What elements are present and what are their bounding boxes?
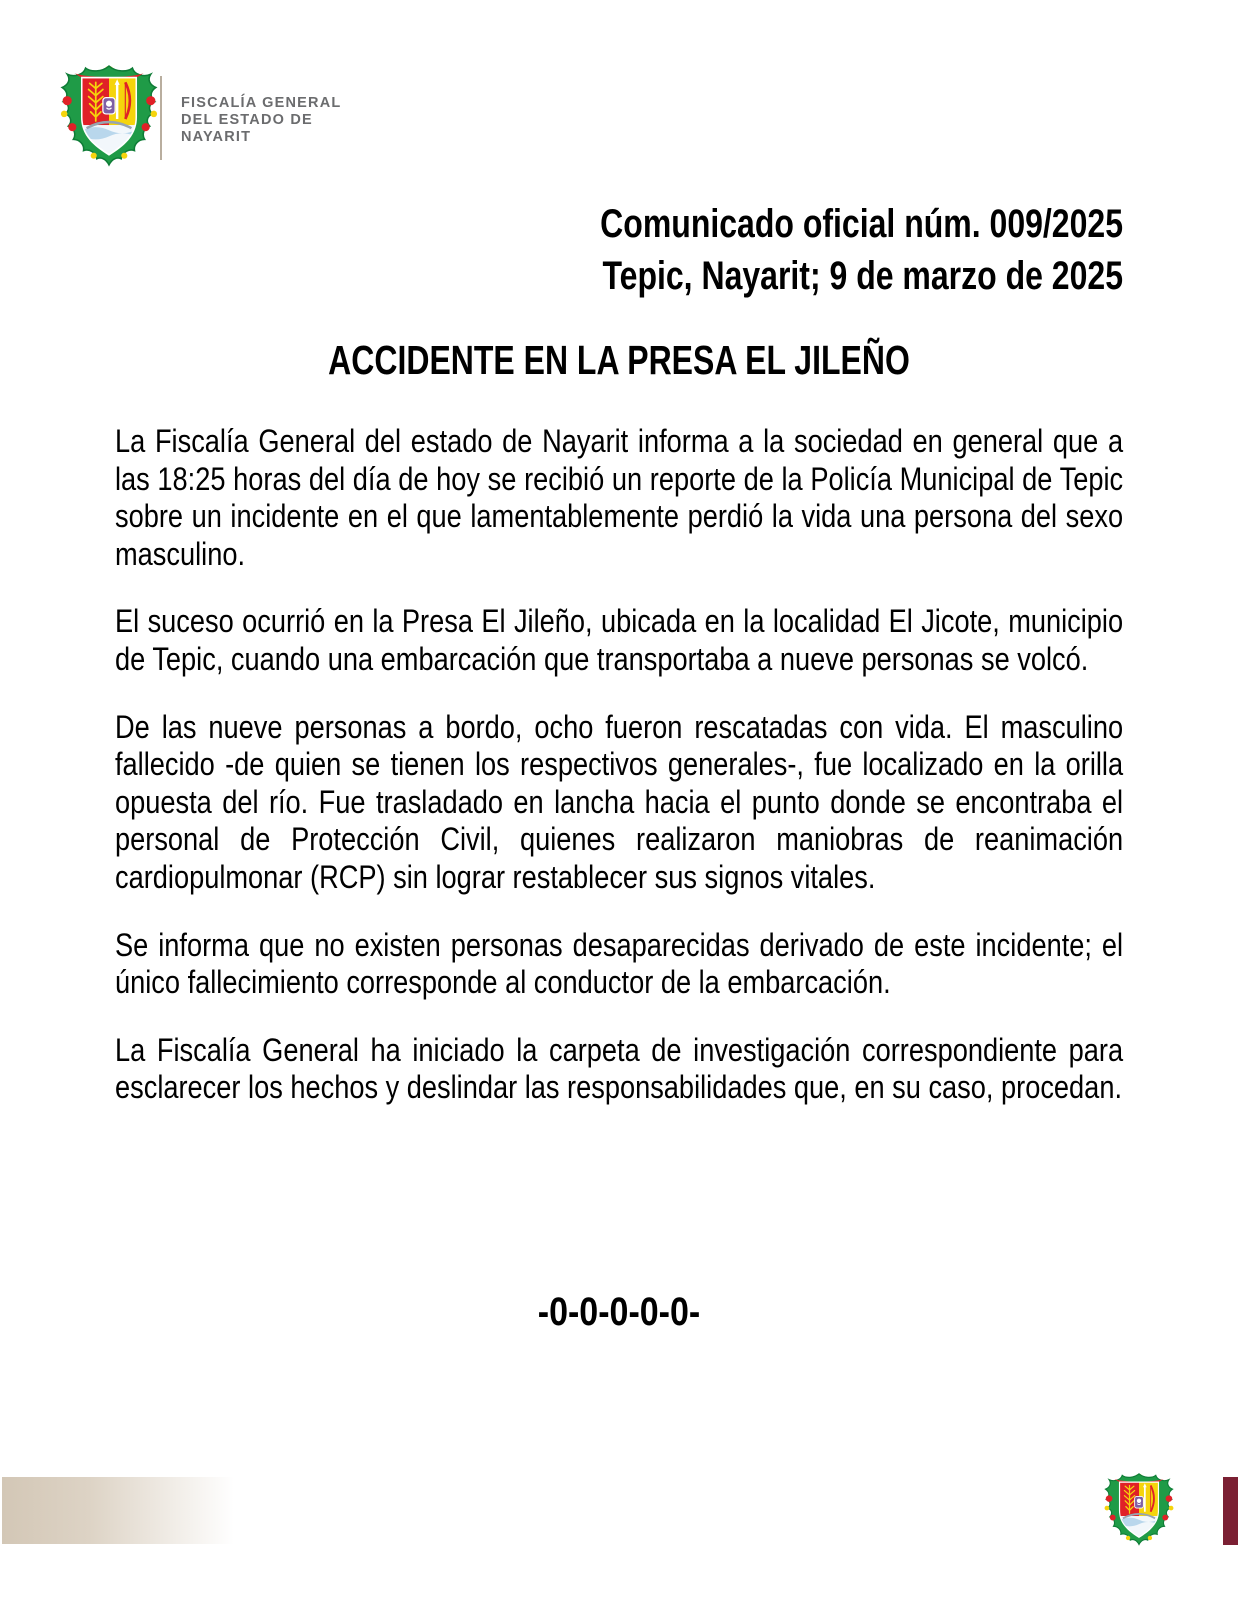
body-paragraph-4: Se informa que no existen personas desaparecidas derivado de este incidente; el único fallecimiento corresponde al conductor de la embarcación. [115,926,1124,1001]
end-separator: -0-0-0-0-0- [537,1290,701,1334]
nayarit-coat-of-arms-icon-footer [1104,1472,1174,1550]
body-paragraph-3: De las nueve personas a bordo, ocho fueron rescatadas con vida. El masculino fallecido -de quien se tienen los respectivos generales-, fue localizado en la orilla opuesta del río. Fue trasladado en lancha hacia el punto donde se encontraba el personal de Protección Civil, quienes realizaron maniobras de reanimación cardiopulmonar (RCP) sin lograr restablecer sus signos vitales. [115,708,1124,895]
organization-name [181,95,341,146]
organization-name-line1: FISCALÍA GENERAL [181,95,342,111]
document-heading [115,200,1123,300]
logo-divider [160,76,162,160]
organization-name-line2: DEL ESTADO DE [181,112,313,128]
organization-name-line3: NAYARIT [181,129,252,145]
body-paragraph-5: La Fiscalía General ha iniciado la carpeta de investigación correspondiente para esclarecer los hechos y deslindar las responsabilidades que, en su caso, procedan. [115,1031,1124,1106]
footer-accent-bar [1223,1477,1238,1545]
document-title: ACCIDENTE EN LA PRESA EL JILEÑO [328,337,910,383]
body-paragraph-1: La Fiscalía General del estado de Nayarit informa a la sociedad en general que a las 18:25 horas del día de hoy se recibió un reporte de la Policía Municipal de Tepic sobre un incidente en el que lamentablemente perdió la vida una persona del sexo masculino. [115,423,1124,572]
dateline: Tepic, Nayarit; 9 de marzo de 2025 [602,254,1123,298]
footer-gradient-bar [2,1477,292,1544]
nayarit-coat-of-arms-icon [60,64,158,172]
document-body [115,423,1123,1137]
body-paragraph-2: El suceso ocurrió en la Presa El Jileño, ubicada en la localidad El Jicote, municipio de Tepic, cuando una embarcación que transportaba a nueve personas se volcó. [115,603,1124,677]
comunicado-number: Comunicado oficial núm. 009/2025 [600,202,1123,246]
